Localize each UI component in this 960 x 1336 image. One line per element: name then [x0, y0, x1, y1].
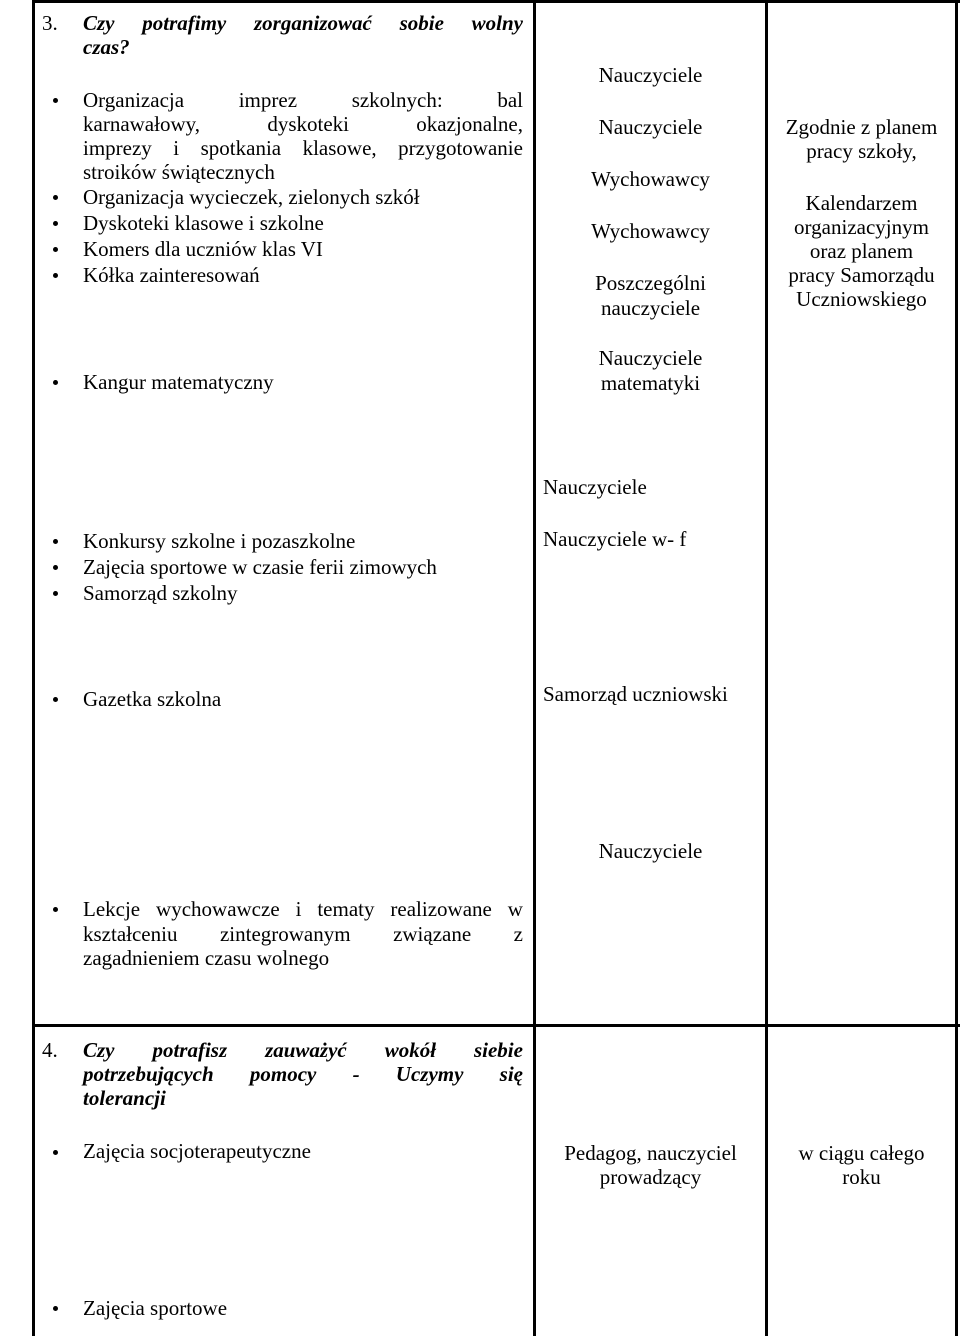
word: i [295, 897, 302, 921]
heading-word: Czy [83, 1038, 115, 1062]
list-item [83, 88, 523, 112]
bullet-icon [53, 380, 58, 385]
word: karnawałowy, [83, 112, 201, 136]
heading-word: wolny [471, 11, 523, 35]
list-item: Komers dla uczniów klas VI [83, 237, 323, 261]
responsible-cell: Nauczyciele [598, 839, 703, 863]
list-item: Zajęcia socjoterapeutyczne [83, 1139, 311, 1163]
section-heading [83, 1038, 523, 1062]
term-cell: oraz planem [809, 239, 914, 263]
section-heading [83, 11, 523, 35]
bullet-icon [53, 1306, 58, 1311]
term-cell: Uczniowskiego [796, 287, 927, 311]
heading-word: potrafimy [142, 11, 227, 35]
term-cell: w ciągu całego [798, 1141, 925, 1165]
responsible-cell: nauczyciele [600, 296, 701, 320]
word: zintegrowanym [219, 922, 351, 946]
bullet-icon [53, 98, 58, 103]
table-border-right [955, 0, 958, 1336]
heading-word: potrzebujących [83, 1062, 214, 1086]
bullet-icon [53, 247, 58, 252]
word: klasowe, [302, 136, 377, 160]
responsible-cell: Poszczególni [595, 271, 706, 295]
row-divider [32, 1024, 960, 1027]
heading-word: Czy [83, 11, 115, 35]
list-item-cont [83, 136, 523, 160]
bullet-icon [53, 697, 58, 702]
responsible-cell: Nauczyciele [598, 115, 703, 139]
responsible-cell: Pedagog, nauczyciel [564, 1141, 737, 1165]
list-item: Organizacja wycieczek, zielonych szkół [83, 185, 420, 209]
term-cell: pracy Samorządu [788, 263, 935, 287]
word: Organizacja [83, 88, 185, 112]
term-cell: Zgodnie z planem [785, 115, 938, 139]
responsible-cell: Nauczyciele [598, 346, 703, 370]
section-heading-cont: czas? [83, 35, 130, 59]
list-item: Gazetka szkolna [83, 687, 222, 711]
bullet-icon [53, 1150, 58, 1155]
word: bal [497, 88, 523, 112]
bullet-icon [53, 195, 58, 200]
heading-word: Uczymy [395, 1062, 464, 1086]
list-item: Zajęcia sportowe [83, 1296, 228, 1320]
word: przygotowanie [398, 136, 523, 160]
bullet-icon [53, 539, 58, 544]
responsible-cell: prowadzący [599, 1165, 702, 1189]
bullet-icon [53, 221, 58, 226]
heading-word: sobie [399, 11, 444, 35]
word: tematy [317, 897, 375, 921]
word: z [513, 922, 523, 946]
word: związane [393, 922, 472, 946]
word: i [173, 136, 180, 160]
word: okazjonalne, [416, 112, 523, 136]
heading-word: wokół [384, 1038, 437, 1062]
word: dyskoteki [267, 112, 349, 136]
list-item-cont [83, 112, 523, 136]
term-cell: organizacyjnym [794, 215, 929, 239]
list-item: Dyskoteki klasowe i szkolne [83, 211, 324, 235]
list-item [83, 897, 523, 921]
list-item: Samorząd szkolny [83, 581, 238, 605]
responsible-cell: Wychowawcy [591, 219, 710, 243]
column-divider-1 [533, 0, 536, 1336]
heading-word: zorganizować [253, 11, 372, 35]
heading-word: - [352, 1062, 360, 1086]
bullet-icon [53, 565, 58, 570]
word: szkolnych: [351, 88, 443, 112]
word: kształceniu [83, 922, 178, 946]
section-number: 4. [42, 1038, 58, 1062]
list-item: Konkursy szkolne i pozaszkolne [83, 529, 356, 553]
responsible-cell: Nauczyciele w- f [543, 527, 687, 551]
heading-word: siebie [473, 1038, 523, 1062]
table-border-left [32, 0, 35, 1336]
heading-word: potrafisz [152, 1038, 228, 1062]
bullet-icon [53, 591, 58, 596]
responsible-cell: Samorząd uczniowski [543, 682, 728, 706]
heading-word: pomocy [249, 1062, 317, 1086]
bullet-icon [53, 907, 58, 912]
responsible-cell: Wychowawcy [591, 167, 710, 191]
table-border-top [32, 0, 960, 3]
list-item-cont [83, 922, 523, 946]
word: spotkania [200, 136, 282, 160]
heading-word: zauważyć [265, 1038, 347, 1062]
responsible-cell: Nauczyciele [543, 475, 647, 499]
word: imprez [238, 88, 298, 112]
word: imprezy [83, 136, 152, 160]
list-item-cont: stroików świątecznych [83, 160, 275, 184]
word: realizowane [390, 897, 492, 921]
word: w [507, 897, 523, 921]
bullet-icon [53, 273, 58, 278]
term-cell: Kalendarzem [805, 191, 918, 215]
term-cell: pracy szkoły, [806, 139, 917, 163]
section-heading-cont: tolerancji [83, 1086, 166, 1110]
section-number: 3. [42, 11, 58, 35]
word: Lekcje [83, 897, 141, 921]
heading-word: się [499, 1062, 523, 1086]
list-item: Zajęcia sportowe w czasie ferii zimowych [83, 555, 437, 579]
word: wychowawcze [156, 897, 280, 921]
list-item: Kangur matematyczny [83, 370, 274, 394]
responsible-cell: matematyki [600, 371, 701, 395]
responsible-cell: Nauczyciele [598, 63, 703, 87]
term-cell: roku [842, 1165, 881, 1189]
section-heading-cont [83, 1062, 523, 1086]
list-item-cont: zagadnieniem czasu wolnego [83, 946, 330, 970]
list-item: Kółka zainteresowań [83, 263, 260, 287]
